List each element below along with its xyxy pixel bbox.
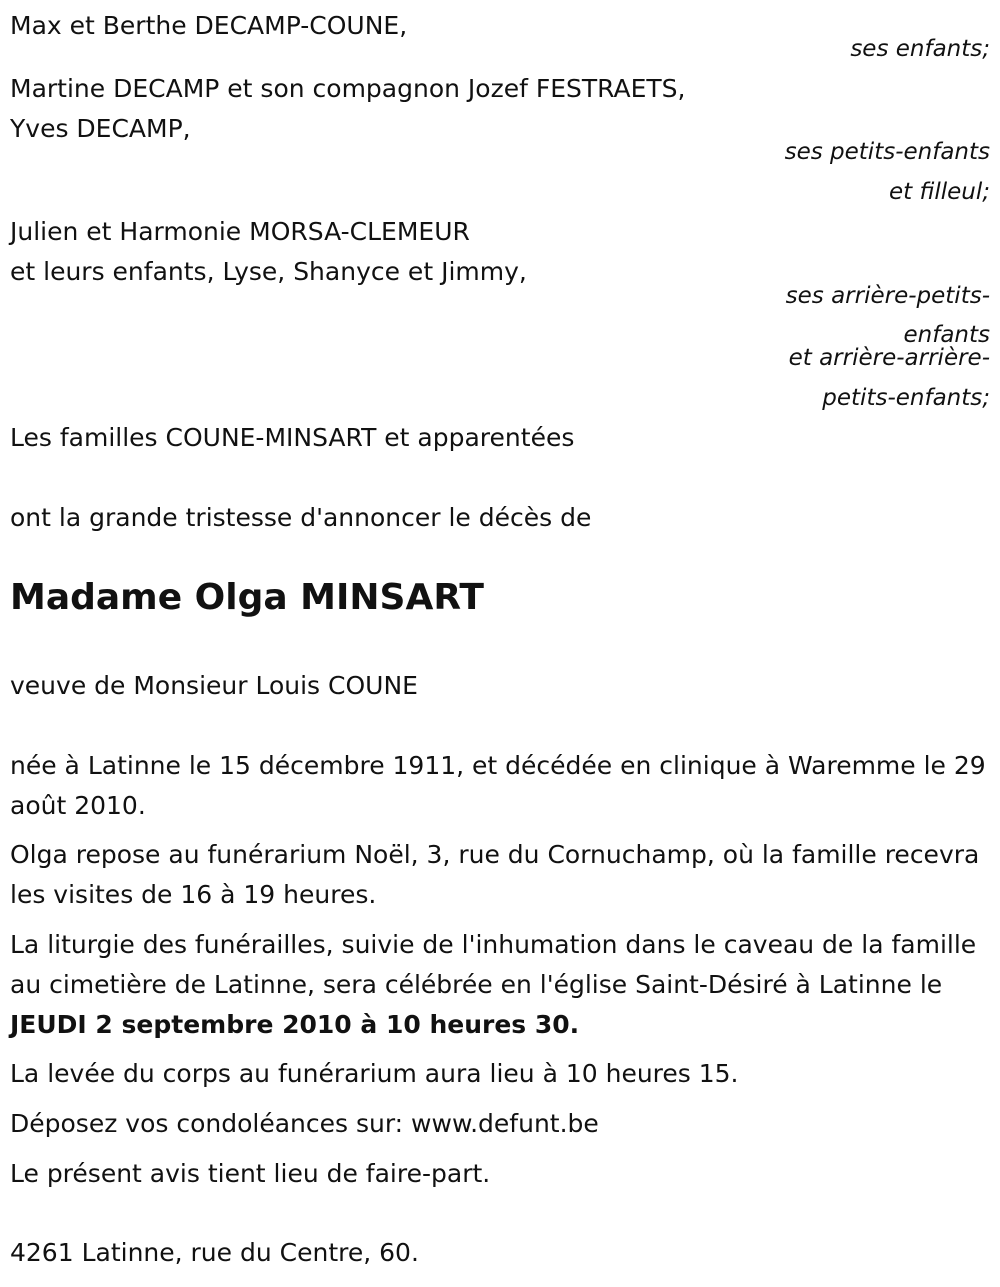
grandchildren-relation-1: ses petits-enfants — [784, 139, 990, 165]
children-names: Max et Berthe DECAMP-COUNE, — [10, 11, 408, 40]
body-lift-line: La levée du corps au funérarium aura lieu à 10 heures 15. — [10, 1059, 739, 1088]
relatives-line: Les familles COUNE-MINSART et apparentées — [10, 423, 575, 452]
children-relation: ses enfants; — [850, 36, 990, 62]
condolences-line: Déposez vos condoléances sur: www.defunt.be — [10, 1109, 599, 1138]
great-grandchildren-relation-2: enfants — [903, 322, 990, 348]
liturgy-text: La liturgie des funérailles, suivie de l'inhumation dans le caveau de la famille au cimetière de Latinne, sera célébrée en l'église Saint-Désiré à Latinne le — [10, 930, 977, 999]
notice-line: Le présent avis tient lieu de faire-part. — [10, 1159, 491, 1188]
liturgy-paragraph — [10, 925, 995, 1045]
grandchildren-relation-2: et filleul; — [889, 179, 990, 205]
great-grandchildren-names-1: Julien et Harmonie MORSA-CLEMEUR — [10, 217, 470, 246]
great-grandchildren-relation-1: ses arrière-petits- — [785, 283, 990, 309]
funeral-home-paragraph: Olga repose au funérarium Noël, 3, rue du Cornuchamp, où la famille recevra les visites de 16 à 19 heures. — [10, 840, 980, 909]
grandchild-name-1: Martine DECAMP et son compagnon Jozef FESTRAETS, — [10, 74, 686, 103]
announcement-line: ont la grande tristesse d'annoncer le décès de — [10, 503, 592, 532]
grandchild-name-2: Yves DECAMP, — [10, 114, 191, 143]
birth-death-paragraph: née à Latinne le 15 décembre 1911, et décédée en clinique à Waremme le 29 août 2010. — [10, 751, 986, 820]
great-grandchildren-names-2: et leurs enfants, Lyse, Shanyce et Jimmy, — [10, 257, 527, 286]
deceased-name: Madame Olga MINSART — [10, 577, 484, 618]
address-line: 4261 Latinne, rue du Centre, 60. — [10, 1238, 419, 1267]
widow-of-line: veuve de Monsieur Louis COUNE — [10, 671, 418, 700]
funeral-date: JEUDI 2 septembre 2010 à 10 heures 30. — [10, 1010, 580, 1039]
great-great-grandchildren-relation-2: petits-enfants; — [822, 385, 990, 411]
great-great-grandchildren-relation-1: et arrière-arrière- — [788, 345, 990, 371]
